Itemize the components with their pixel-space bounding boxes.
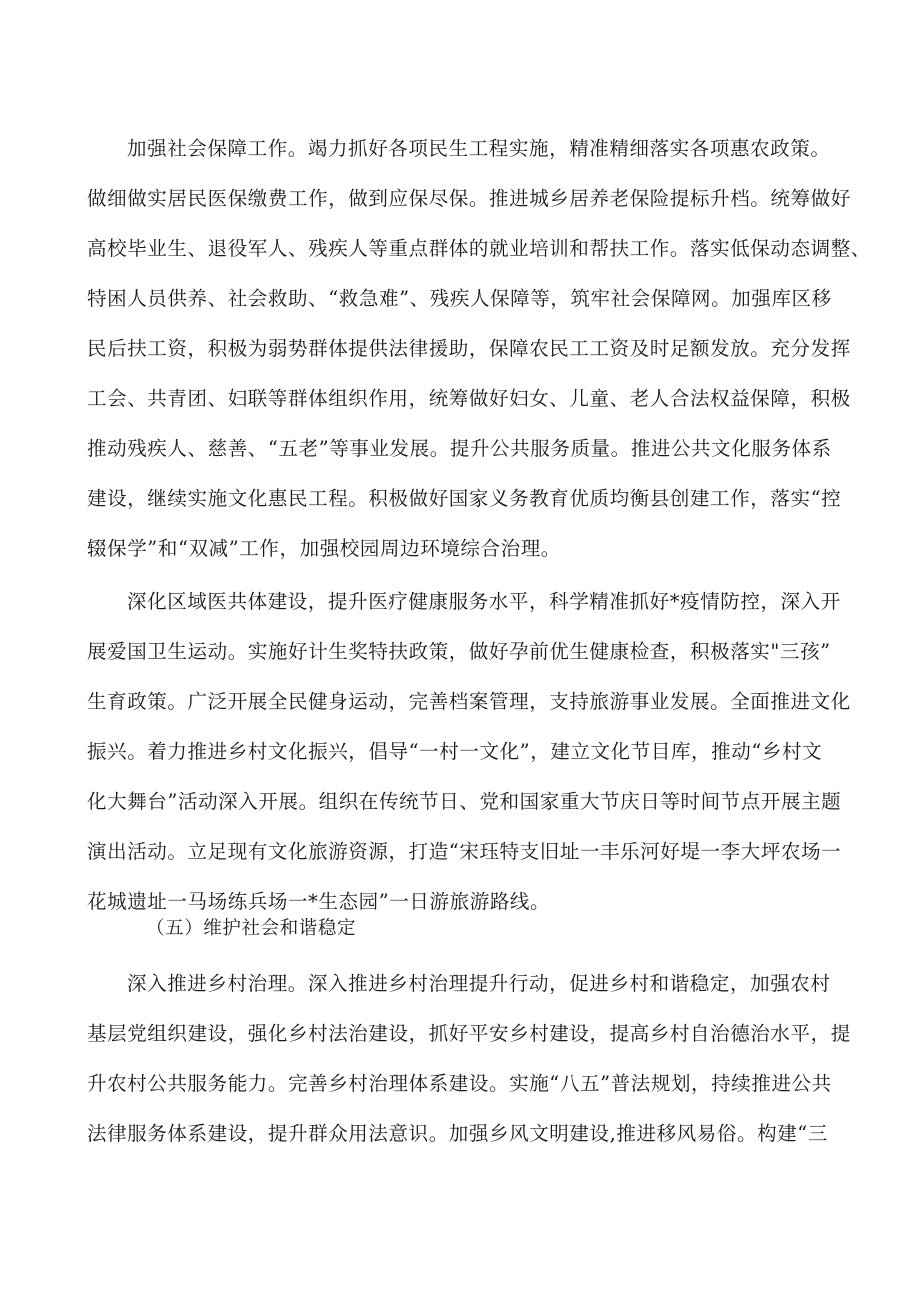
section-heading: （五）维护社会和谐稳定 (146, 918, 357, 939)
text-line: 花城遗址一马场练兵场一*生态园”一日游旅游路线。 (87, 890, 551, 913)
text-line: 化大舞台”活动深入开展。组织在传统节日、党和国家重大节庆日等时间节点开展主题 (87, 790, 842, 813)
text-line: 高校毕业生、退役军人、残疾人等重点群体的就业培训和帮扶工作。落实低保动态调整、 (87, 237, 871, 260)
text-line: 演出活动。立足现有文化旅游资源，打造“宋珏特支旧址一丰乐河好堤一李大坪农场一 (87, 840, 842, 863)
text-line: 展爱国卫生运动。实施好计生奖特扶政策，做好孕前优生健康检查，积极落实"三孩” (87, 640, 831, 663)
text-line: 基层党组织建设，强化乡村法治建设，抓好平安乡村建设，提高乡村自治德治水平，提 (87, 1022, 851, 1045)
text-line: 做细做实居民医保缴费工作，做到应保尽保。推进城乡居养老保险提标升档。统筹做好 (87, 187, 851, 210)
text-line: 建设，继续实施文化惠民工程。积极做好国家义务教育优质均衡县创建工作，落实“控 (87, 487, 842, 510)
text-line: 生育政策。广泛开展全民健身运动，完善档案管理，支持旅游事业发展。全面推进文化 (87, 690, 851, 713)
text-line: 法律服务体系建设，提升群众用法意识。加强乡风文明建设,推进移风易俗。构建“三 (87, 1122, 828, 1145)
text-line: 升农村公共服务能力。完善乡村治理体系建设。实施“八五”普法规划，持续推进公共 (87, 1072, 832, 1095)
text-line: 深化区域医共体建设，提升医疗健康服务水平，科学精准抓好*疫情防控，深入开 (127, 590, 841, 613)
text-line: 深入推进乡村治理。深入推进乡村治理提升行动，促进乡村和谐稳定，加强农村 (127, 972, 831, 995)
text-line: 加强社会保障工作。竭力抓好各项民生工程实施，精准精细落实各项惠农政策。 (127, 137, 831, 160)
text-line: 民后扶工资，积极为弱势群体提供法律援助，保障农民工工资及时足额发放。充分发挥 (87, 337, 851, 360)
text-line: 推动残疾人、慈善、“五老”等事业发展。提升公共服务质量。推进公共文化服务体系 (87, 437, 832, 460)
text-line: 振兴。着力推进乡村文化振兴，倡导“一村一文化”，建立文化节目库，推动“乡村文 (87, 740, 823, 763)
text-line: 特困人员供养、社会救助、“救急难”、残疾人保障等，筑牢社会保障网。加强库区移 (87, 287, 832, 310)
text-line: 工会、共青团、妇联等群体组织作用，统筹做好妇女、儿童、老人合法权益保障，积极 (87, 387, 851, 410)
text-line: 辍保学”和“双减”工作，加强校园周边环境综合治理。 (87, 537, 561, 560)
